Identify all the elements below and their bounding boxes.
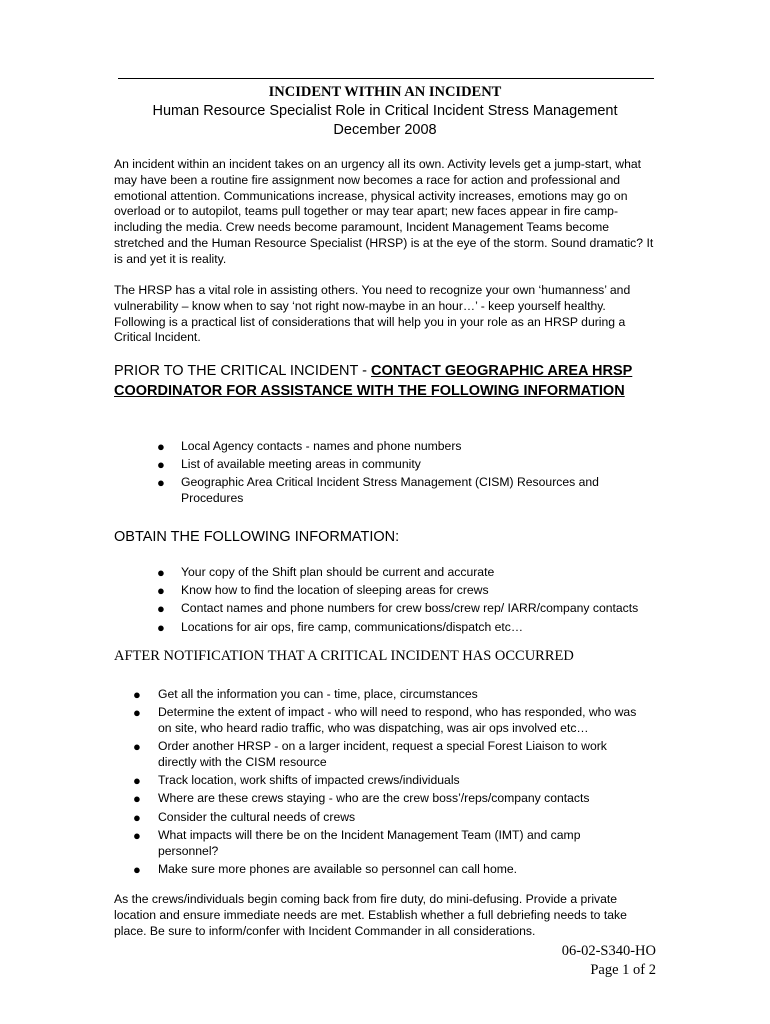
list-item <box>133 861 638 878</box>
after-list <box>133 687 638 880</box>
list-item <box>133 739 638 771</box>
list-item <box>133 773 638 789</box>
obtain-list <box>157 565 671 638</box>
bullet-icon: ● <box>133 687 141 702</box>
section-after-heading: AFTER NOTIFICATION THAT A CRITICAL INCIDENT HAS OCCURRED <box>114 648 574 664</box>
bullet-icon: ● <box>133 791 141 807</box>
section-obtain-heading: OBTAIN THE FOLLOWING INFORMATION: <box>114 529 400 545</box>
list-item-text: What impacts will there be on the Incident Management Team (IMT) and camp personnel? <box>158 827 581 858</box>
list-item <box>157 565 671 581</box>
list-item-text: Make sure more phones are available so personnel can call home. <box>158 861 518 876</box>
bullet-icon: ● <box>157 439 165 454</box>
list-item-text: Get all the information you can - time, place, circumstances <box>158 687 478 701</box>
list-item <box>133 687 638 703</box>
intro-paragraph: An incident within an incident takes on an urgency all its own. Activity levels get a jump-start, what may have been a routine fire assignment now becomes a race for action and professional and emotional attention. Communications increase, physical activity increases, emotions may go on overload or to autopilot, teams pull together or may tear apart; new faces appear in fire camp-including the media. Crew needs become paramount, Incident Management Teams become stretched and the Human Resource Specialist (HRSP) is at the eye of the storm. Sound dramatic? It is and yet it is reality. <box>114 157 654 266</box>
bullet-icon: ● <box>133 773 141 789</box>
list-item-text: List of available meeting areas in community <box>181 457 421 472</box>
bullet-icon: ● <box>133 705 141 721</box>
section-prior-heading <box>114 361 659 401</box>
list-item-text: Order another HRSP - on a larger incident, request a special Forest Liaison to work directly with the CISM resource <box>158 739 607 769</box>
prior-list <box>157 439 641 509</box>
bullet-icon: ● <box>157 601 165 617</box>
bullet-icon: ● <box>133 827 141 843</box>
list-item-text: Locations for air ops, fire camp, communications/dispatch etc… <box>181 619 524 634</box>
list-item-text: Where are these crews staying - who are the crew boss’/reps/company contacts <box>158 791 590 806</box>
list-item-text: Local Agency contacts - names and phone numbers <box>181 439 462 453</box>
document-code: 06-02-S340-HO <box>561 943 656 959</box>
list-item-text: Consider the cultural needs of crews <box>158 809 356 824</box>
document-subtitle: Human Resource Specialist Role in Critical Incident Stress Management <box>152 103 618 119</box>
section-prior-heading-emphasis: CONTACT GEOGRAPHIC AREA HRSP COORDINATOR FOR ASSISTANCE WITH THE FOLLOWING INFORMATION <box>114 363 633 399</box>
top-rule <box>118 78 654 79</box>
section-prior-heading-plain: PRIOR TO THE CRITICAL INCIDENT - <box>114 363 372 379</box>
bullet-icon: ● <box>157 475 165 491</box>
list-item <box>157 583 671 599</box>
list-item <box>133 791 638 807</box>
list-item <box>157 439 641 455</box>
bullet-icon: ● <box>157 583 165 599</box>
list-item-text: Contact names and phone numbers for crew boss/crew rep/ IARR/company contacts <box>181 601 639 616</box>
hrsp-paragraph: The HRSP has a vital role in assisting others. You need to recognize your own ‘humanness’ and vulnerability – know when to say ‘not right now-maybe in an hour…’ - keep yourself healthy. Following is a practical list of considerations that will help you in your role as an HRSP during a Critical Incident. <box>114 283 631 345</box>
list-item-text: Know how to find the location of sleeping areas for crews <box>181 583 489 598</box>
bullet-icon: ● <box>133 739 141 755</box>
document-title: INCIDENT WITHIN AN INCIDENT <box>268 84 502 100</box>
list-item-text: Track location, work shifts of impacted crews/individuals <box>158 773 460 788</box>
list-item <box>157 475 641 507</box>
list-item <box>157 457 641 473</box>
bullet-icon: ● <box>157 619 165 635</box>
list-item-text: Determine the extent of impact - who will need to respond, who has responded, who was on site, who heard radio traffic, who was dispatching, was air ops involved etc… <box>158 705 637 735</box>
bullet-icon: ● <box>133 861 141 877</box>
list-item-text: Geographic Area Critical Incident Stress Management (CISM) Resources and Procedures <box>181 475 599 506</box>
list-item <box>157 619 671 636</box>
document-date: December 2008 <box>333 122 437 138</box>
bullet-icon: ● <box>157 565 165 580</box>
bullet-icon: ● <box>133 809 141 825</box>
list-item-text: Your copy of the Shift plan should be current and accurate <box>181 565 495 579</box>
bullet-icon: ● <box>157 457 165 473</box>
page-number: Page 1 of 2 <box>590 962 656 978</box>
list-item <box>133 809 638 826</box>
list-item <box>157 601 671 617</box>
list-item <box>133 827 638 860</box>
closing-paragraph: As the crews/individuals begin coming back from fire duty, do mini-defusing. Provide a private location and ensure immediate needs are met. Establish whether a full debriefing needs to take place. Be sure to inform/confer with Incident Commander in all considerations. <box>114 892 627 938</box>
list-item <box>133 705 638 737</box>
